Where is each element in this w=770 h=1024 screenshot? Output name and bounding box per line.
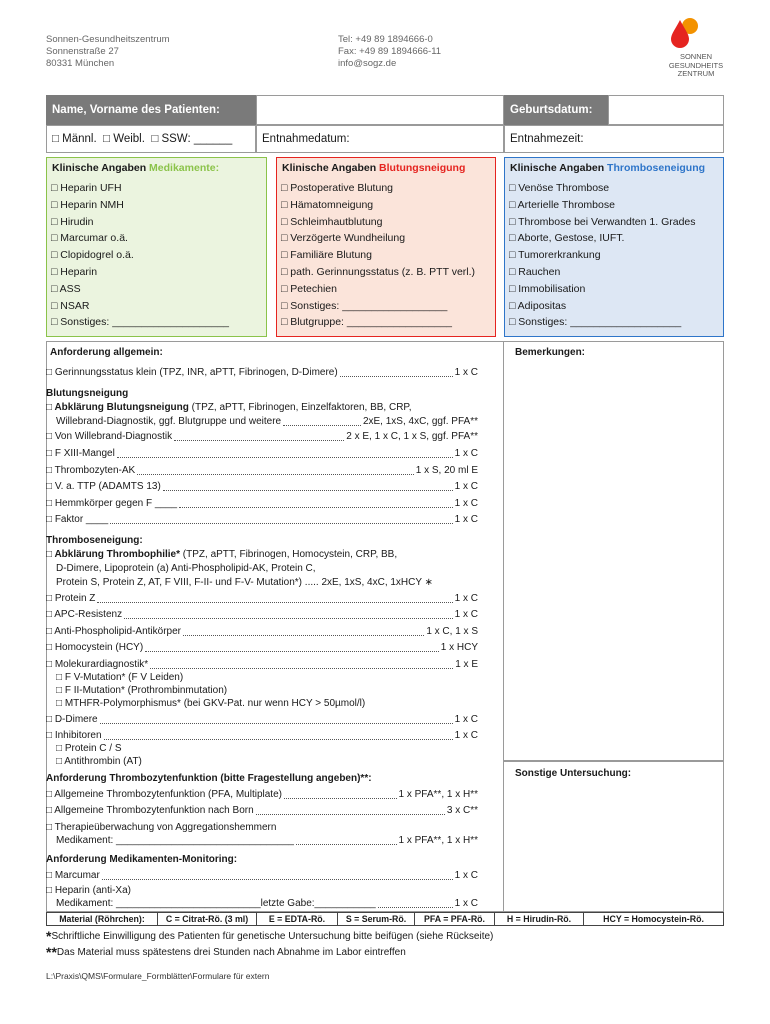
row-value: 1 x E [455, 659, 478, 670]
title-prefix: Klinische Angaben [510, 162, 608, 174]
title-accent: Blutungsneigung [379, 162, 466, 174]
inhibitor-row[interactable] [46, 729, 478, 743]
row-label: □ D-Dimere [46, 714, 98, 725]
thrombosis-title [505, 158, 723, 178]
bleeding-workup-rest: (TPZ, aPTT, Fibrinogen, Einzelfaktoren, BB, CRP, [188, 402, 412, 413]
title-accent: Thromboseneigung [607, 162, 706, 174]
platelet-row[interactable] [46, 804, 478, 818]
bleeding-row[interactable] [46, 464, 478, 478]
row-value: 1 x C [454, 714, 478, 725]
footnote-mark: ** [46, 944, 57, 960]
dot-leader [174, 430, 344, 441]
row-label: □ V. a. TTP (ADAMTS 13) [46, 481, 161, 492]
legend-cell-material: Material (Röhrchen): [46, 912, 158, 926]
thrombosis-item[interactable]: □ Immobilisation [509, 282, 586, 295]
contact-email: info@sogz.de [338, 58, 397, 69]
legend-cell-citrate: C = Citrat-Rö. (3 ml) [157, 912, 257, 926]
legend-cell-edta: E = EDTA-Rö. [256, 912, 338, 926]
row-value: 1 x C [454, 514, 478, 525]
footnote-genetic [46, 928, 493, 944]
row-label: □ Allgemeine Thrombozytenfunktion (PFA, Multiplate) [46, 789, 282, 800]
dot-leader [110, 513, 452, 524]
birthdate-label: Geburtsdatum: [504, 95, 608, 125]
row-label: □ Allgemeine Thrombozytenfunktion nach Born [46, 805, 254, 816]
dot-leader [97, 592, 452, 603]
thrombosis-section-title: Thromboseneigung: [46, 535, 143, 546]
row-label: □ Inhibitoren [46, 730, 102, 741]
row-label: □ Homocystein (HCY) [46, 642, 144, 653]
row-value: 1 x PFA**, 1 x H** [398, 789, 478, 800]
platelet-section-title: Anforderung Thrombozytenfunktion (bitte Fragestellung angeben)**: [46, 773, 372, 784]
row-value: 1 x S, 20 ml E [415, 465, 478, 476]
medication-item[interactable]: □ Heparin UFH [51, 182, 122, 194]
row-value: 1 x C [454, 367, 478, 378]
thrombosis-item[interactable]: □ Aborte, Gestose, IUFT. [509, 232, 625, 245]
dot-leader [100, 713, 453, 724]
row-value: 1 x C, 1 x S [426, 626, 478, 637]
bleeding-row[interactable] [46, 497, 478, 511]
logo-line: SONNEN [679, 52, 713, 61]
row-value: 1 x C [454, 498, 478, 509]
bleeding-item[interactable]: □ Schleimhautblutung [281, 215, 383, 228]
other-exam-box[interactable] [503, 761, 724, 912]
dot-leader [256, 804, 445, 815]
therapy-monitoring-line[interactable]: □ Therapieüberwachung von Aggregationshemmern [46, 822, 277, 833]
dot-leader [284, 788, 397, 799]
thrombophilia-line[interactable] [46, 548, 397, 562]
address-line: Sonnenstraße 27 [46, 46, 119, 57]
row-value: 1 x C [454, 448, 478, 459]
molecular-sub-item[interactable]: □ F V-Mutation* (F V Leiden) [56, 672, 184, 683]
drug-row[interactable] [46, 869, 478, 883]
row-label: Medikament: __________________________letzte Gabe:___________ [56, 898, 376, 909]
dot-leader [283, 415, 361, 426]
medication-item[interactable]: □ ASS [51, 282, 81, 295]
thrombosis-item[interactable]: □ Sonstiges: ___________________ [509, 316, 682, 329]
row-value: 1 x C [454, 870, 478, 881]
bleeding-workup-line[interactable] [46, 401, 412, 415]
other-exam-title: Sonstige Untersuchung: [515, 768, 632, 779]
row-value: 1 x C [454, 898, 478, 909]
logo-line: ZENTRUM [677, 69, 715, 78]
row-label: □ Von Willebrand-Diagnostik [46, 431, 173, 442]
title-accent: Medikamente: [149, 162, 220, 174]
row-value: 2xE, 1xS, 4xC, ggf. PFA** [362, 416, 478, 427]
legend-cell-homocysteine: HCY = Homocystein-Rö. [583, 912, 724, 926]
platelet-row[interactable] [46, 788, 478, 802]
bleeding-item[interactable]: □ Petechien [281, 282, 337, 295]
dot-leader [378, 897, 453, 908]
thrombosis-row[interactable] [46, 658, 478, 672]
clinical-bleeding-box [276, 157, 496, 337]
heparin-antixa-line[interactable]: □ Heparin (anti-Xa) [46, 885, 131, 896]
clinic-address [46, 34, 170, 70]
ddimer-row[interactable] [46, 713, 478, 727]
medication-list [47, 180, 266, 331]
dot-leader [137, 464, 414, 475]
footnote-text: Schriftliche Einwilligung des Patienten für genetische Untersuchung bitte beifügen (siehe Rückseite) [51, 931, 494, 942]
bleeding-title [277, 158, 495, 178]
dot-leader [340, 366, 453, 377]
logo-line: GESUNDHEITS [668, 60, 724, 70]
bleeding-item[interactable]: □ Postoperative Blutung [281, 182, 393, 194]
sample-time-field[interactable]: Entnahmezeit: [504, 125, 724, 153]
thrombosis-item[interactable]: □ Tumorerkrankung [509, 249, 601, 262]
row-label: □ F XIII-Mangel [46, 448, 115, 459]
bleeding-item[interactable]: □ path. Gerinnungsstatus (z. B. PTT verl.) [281, 265, 476, 278]
logo-drop-icon [658, 16, 734, 50]
dot-leader [124, 608, 453, 619]
row-value: 1 x HCY [440, 642, 478, 653]
bleeding-section-title: Blutungsneigung [46, 388, 129, 399]
medication-item[interactable]: □ Hirudin [51, 215, 94, 228]
bleeding-row[interactable] [46, 447, 478, 461]
bleeding-item[interactable]: □ Verzögerte Wundheilung [281, 232, 406, 245]
row-value: 1 x C [454, 593, 478, 604]
general-row[interactable] [46, 366, 478, 380]
title-prefix: Klinische Angaben [282, 162, 380, 174]
dot-leader [145, 641, 439, 652]
dot-leader [117, 447, 453, 458]
thrombosis-item[interactable]: □ Venöse Thrombose [509, 182, 610, 194]
row-label: □ APC-Resistenz [46, 609, 123, 620]
row-label: Willebrand-Diagnostik, ggf. Blutgruppe und weitere [56, 416, 282, 427]
file-path: L:\Praxis\QMS\Formulare_Formblätter\Formulare für extern [46, 971, 270, 981]
dot-leader [150, 658, 453, 669]
bleeding-workup-label: □ Abklärung Blutungsneigung [46, 402, 189, 413]
bleeding-workup-line2 [46, 415, 478, 429]
footnote-timing [46, 944, 406, 960]
row-label: Medikament: ________________________________ [56, 835, 294, 846]
thrombosis-row[interactable] [46, 625, 478, 639]
address-line: 80331 München [46, 58, 115, 69]
inhibitor-sub-item[interactable]: □ Antithrombin (AT) [56, 756, 142, 767]
thrombophilia-line3: Protein S, Protein Z, AT, F VIII, F-II- und F-V- Mutation*) ..... 2xE, 1xS, 4xC, 1xHCY ∗ [56, 577, 434, 588]
legend-cell-hirudin: H = Hirudin-Rö. [494, 912, 584, 926]
dot-leader [179, 497, 453, 508]
row-label: □ Gerinnungsstatus klein (TPZ, INR, aPTT, Fibrinogen, D-Dimere) [46, 367, 338, 378]
medication-item[interactable]: □ Marcumar o.ä. [51, 232, 128, 245]
medication-title [47, 158, 266, 178]
thrombosis-list [505, 180, 723, 331]
inhibitor-sub-item[interactable]: □ Protein C / S [56, 743, 122, 754]
medication-item[interactable]: □ NSAR [51, 299, 90, 312]
row-label: □ Hemmkörper gegen F ____ [46, 498, 178, 509]
bleeding-row[interactable] [46, 513, 478, 527]
row-label: □ Protein Z [46, 593, 96, 604]
contact-phone: Tel: +49 89 1894666-0 [338, 34, 433, 45]
row-label: □ Molekurardiagnostik* [46, 659, 149, 670]
patient-name-field[interactable] [256, 95, 504, 125]
footnote-text: Das Material muss spätestens drei Stunden nach Abnahme im Labor eintreffen [56, 947, 406, 958]
row-value: 2 x E, 1 x C, 1 x S, ggf. PFA** [346, 431, 478, 442]
logo-text [658, 53, 734, 79]
clinic-contact [338, 34, 441, 70]
thrombosis-item[interactable]: □ Rauchen [509, 265, 561, 278]
thrombosis-item[interactable]: □ Thrombose bei Verwandten 1. Grades [509, 215, 696, 228]
remarks-box[interactable] [503, 341, 724, 761]
medication-item[interactable]: □ Sonstiges: ____________________ [51, 316, 229, 329]
thrombosis-row[interactable] [46, 641, 478, 655]
sample-date-field[interactable]: Entnahmedatum: [256, 125, 504, 153]
row-label: □ Thrombozyten-AK [46, 465, 136, 476]
clinical-medication-box [46, 157, 267, 337]
thrombophilia-label: □ Abklärung Thrombophilie* [46, 549, 181, 560]
dot-leader [104, 729, 453, 740]
bleeding-item[interactable]: □ Hämatomneigung [281, 198, 374, 211]
thrombosis-row[interactable] [46, 592, 478, 606]
dot-leader [163, 480, 453, 491]
bleeding-item[interactable]: □ Sonstiges: __________________ [281, 299, 448, 312]
clinic-logo [658, 16, 734, 80]
sex-ssw-checkboxes[interactable]: □ Männl. □ Weibl. □ SSW: ______ [46, 125, 256, 153]
address-line: Sonnen-Gesundheitszentrum [46, 34, 170, 45]
row-label: □ Anti-Phospholipid-Antikörper [46, 626, 181, 637]
row-value: 1 x C [454, 730, 478, 741]
clinical-thrombosis-box [504, 157, 724, 337]
molecular-sub-item[interactable]: □ MTHFR-Polymorphismus* (bei GKV-Pat. nur wenn HCY > 50µmol/l) [56, 698, 366, 709]
remarks-title: Bemerkungen: [515, 347, 586, 358]
dot-leader [296, 834, 397, 845]
thrombophilia-line2: D-Dimere, Lipoprotein (a) Anti-Phospholipid-AK, Protein C, [56, 563, 316, 574]
drug-monitoring-title: Anforderung Medikamenten-Monitoring: [46, 854, 238, 865]
bleeding-item[interactable]: □ Familiäre Blutung [281, 249, 372, 262]
general-title: Anforderung allgemein: [50, 347, 163, 358]
footnote-mark: * [46, 928, 52, 944]
legend-cell-pfa: PFA = PFA-Rö. [414, 912, 495, 926]
heparin-medication-row[interactable] [46, 897, 478, 911]
therapy-medication-row[interactable] [46, 834, 478, 848]
medication-item[interactable]: □ Heparin [51, 265, 98, 278]
row-value: 1 x PFA**, 1 x H** [398, 835, 478, 846]
legend-cell-serum: S = Serum-Rö. [337, 912, 415, 926]
row-value: 1 x C [454, 481, 478, 492]
row-label: □ Marcumar [46, 870, 100, 881]
birthdate-field[interactable] [608, 95, 724, 125]
title-prefix: Klinische Angaben [52, 162, 150, 174]
thrombosis-item[interactable]: □ Arterielle Thrombose [509, 198, 615, 211]
bleeding-item[interactable]: □ Blutgruppe: __________________ [281, 316, 452, 329]
dot-leader [102, 869, 453, 880]
molecular-sub-item[interactable]: □ F II-Mutation* (Prothrombinmutation) [56, 685, 228, 696]
patient-name-label: Name, Vorname des Patienten: [46, 95, 256, 125]
row-label: □ Faktor ____ [46, 514, 109, 525]
medication-item[interactable]: □ Clopidogrel o.ä. [51, 249, 134, 262]
bleeding-list [277, 180, 495, 331]
thrombosis-row[interactable] [46, 608, 478, 622]
row-value: 3 x C** [446, 805, 478, 816]
thrombosis-item[interactable]: □ Adipositas [509, 299, 567, 312]
row-value: 1 x C [454, 609, 478, 620]
contact-fax: Fax: +49 89 1894666-11 [338, 46, 442, 57]
thrombophilia-rest: (TPZ, aPTT, Fibrinogen, Homocystein, CRP, BB, [180, 549, 398, 560]
medication-item[interactable]: □ Heparin NMH [51, 198, 124, 211]
bleeding-row[interactable] [46, 430, 478, 444]
dot-leader [183, 625, 424, 636]
bleeding-row[interactable] [46, 480, 478, 494]
